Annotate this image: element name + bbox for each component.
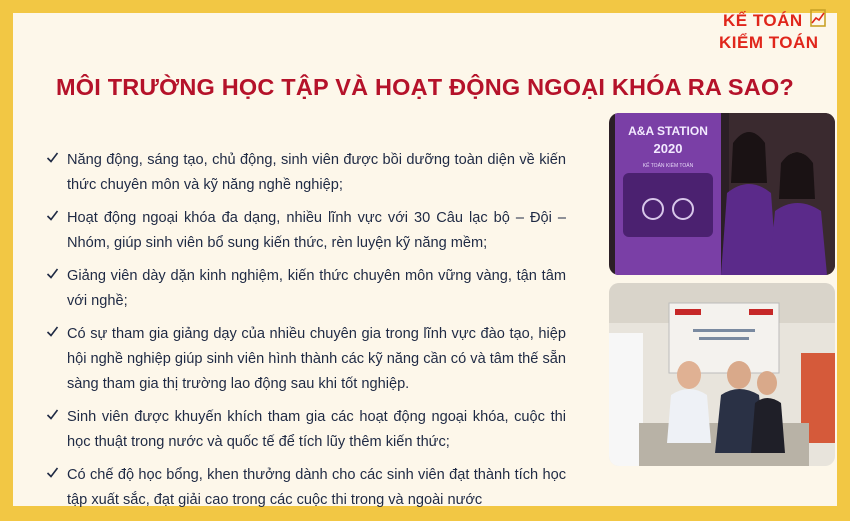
page-title: MÔI TRƯỜNG HỌC TẬP VÀ HOẠT ĐỘNG NGOẠI KHÓA RA SAO? (55, 74, 794, 100)
logo (719, 6, 829, 64)
list-item-text: Sinh viên được khuyến khích tham gia các hoạt động ngoại khóa, cuộc thi học thuật trong nước và quốc tế để tích lũy thêm kiến thức; (67, 409, 566, 450)
logo-line-2: KIỂM TOÁN (719, 33, 819, 52)
check-icon (46, 325, 59, 338)
list-item (46, 264, 566, 314)
list-item-text: Năng động, sáng tạo, chủ động, sinh viên được bồi dưỡng toàn diện về kiến thức chuyên môn và kỹ năng nghề nghiệp; (67, 152, 566, 193)
banner-caption: KẾ TOÁN KIỂM TOÁN (642, 163, 694, 169)
bullet-list (46, 148, 566, 521)
list-item-text: Giảng viên dày dặn kinh nghiệm, kiến thức chuyên môn vững vàng, tận tâm với nghề; (67, 268, 566, 309)
list-item-text: Có chế độ học bổng, khen thưởng dành cho các sinh viên đạt thành tích học tập xuất sắc, đạt giải cao trong các cuộc thi trong và ngoài nước (67, 467, 566, 508)
check-icon (46, 209, 59, 222)
photo-meeting (609, 283, 835, 466)
list-item (46, 206, 566, 256)
list-item (46, 322, 566, 397)
list-item (46, 148, 566, 198)
list-item (46, 405, 566, 455)
chart-book-icon (809, 8, 827, 28)
list-item-text: Có sự tham gia giảng dạy của nhiều chuyên gia trong lĩnh vực đào tạo, hiệp hội nghề nghiệp giúp sinh viên hình thành các kỹ năng cần có và tâm thế sẵn sàng tham gia thị trường lao động sau khi tốt nghiệp. (67, 326, 566, 392)
banner-year: 2020 (653, 141, 683, 156)
check-icon (46, 408, 59, 421)
photo-students-banner (609, 113, 835, 275)
logo-line-1: KẾ TOÁN (723, 11, 803, 30)
banner-title: A&A STATION (628, 124, 708, 138)
check-icon (46, 267, 59, 280)
list-item (46, 463, 566, 513)
list-item-text: Hoạt động ngoại khóa đa dạng, nhiều lĩnh vực với 30 Câu lạc bộ – Đội – Nhóm, giúp sinh viên bổ sung kiến thức, rèn luyện kỹ năng mềm; (67, 210, 566, 251)
check-icon (46, 466, 59, 479)
check-icon (46, 151, 59, 164)
